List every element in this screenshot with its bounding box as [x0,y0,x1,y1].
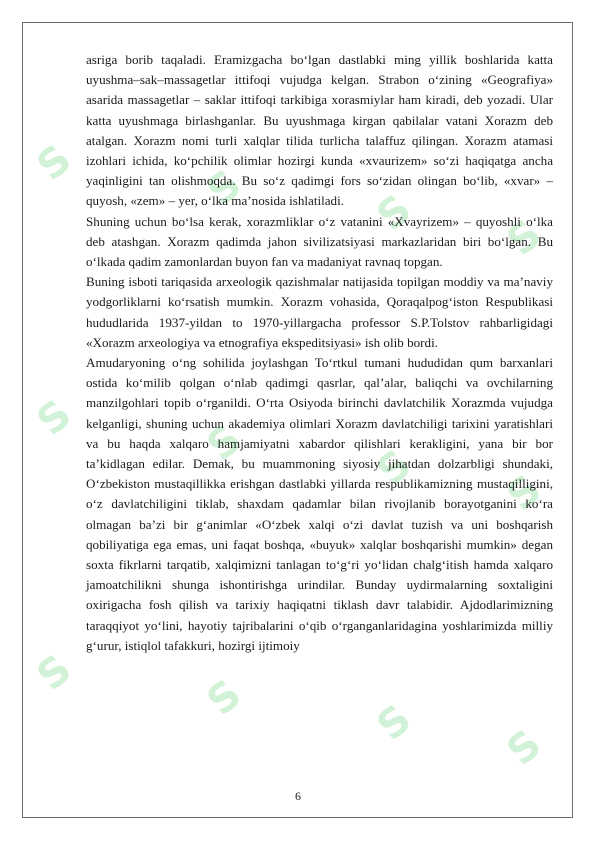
paragraph: Buning isboti tariqasida arxeologik qazishmalar natijasida topilgan moddiy va ma’naviy yodgorliklarni ko‘rsatish mumkin. Xorazm vohasida, Qoraqalpog‘iston Respublikasi hududlarida 1937-yildan to 1970-yillargacha professor S.P.Tolstov rahbarligidagi «Xorazm arxeologiya va etnografiya ekspeditsiyasi» ish olib bordi. [86,274,553,350]
page-number: 6 [295,789,301,803]
paragraph: Amudaryoning o‘ng sohilida joylashgan To‘rtkul tumani hududidan qum barxanlari ostida ko‘milib qolgan o‘nlab qadimgi qasrlar, qal’alar, baliqchi va ovchilarning manzilgohlari topib o‘rganildi. O‘rta Osiyoda birinchi davlatchilik Xorazmda vujudga kelganligi, shuning uchun akademiya olimlari Xorazm davlatchiligi tarixini yaratishlari va bu haqda xalqaro hamjamiyatni xabardor qilishlari kerakligini, yana bir bor ta’kidlagan edilar. Demak, bu muammoning siyosiy jihatdan dolzarbligi shundaki, O‘zbekiston mustaqillikka erishgan dastlabki yillarda respublikamizning mustaqilligini, o‘z davlatchiligini tiklab, shaxdam qadamlar bilan rivojlanib borayotganini ko‘ra olmagan ba’zi bir g‘animlar «O‘zbek xalqi o‘zi davlat tuzish va uni boshqarish qobiliyatiga ega emas, uni faqat boshqa, «buyuk» xalqlar boshqarishi mumkin» degan soxta fikrlarni tarqatib, xalqimizni tanlagan to‘g‘ri yo‘lidan chalg‘itish hamda xalqaro jamoatchilikni shunga ishontirishga urindilar. Bunday uydirmalarning soxtaligini oxirigacha fosh qilish va tarixiy haqiqatni tiklash davr talabidir. Ajdodlarimizning taraqqiyot yo‘lini, hayotiy tajribalarini o‘qib o‘rganganlaridagina yoshlarimizda milliy g‘urur, istiqlol tafakkuri, hozirgi ijtimoiy [86,355,553,653]
watermark-logo: S [28,646,81,700]
watermark-logo: S [28,391,81,445]
watermark-logo: S [368,186,421,240]
watermark-logo: S [198,671,251,725]
paragraph: asriga borib taqaladi. Eramizgacha bo‘lgan dastlabki ming yillik boshlarida katta uyushma–sak–massagetlar ittifoqi vujudga kelgan. Strabon o‘zining «Geografiya» asarida massagetlar – saklar ittifoqi tarkibiga xorasmiylar ham kiradi, deb yozadi. Ular katta uyushmaga birlashganlar. Bu uyushmaga kirgan qabilalar vatani Xorazm deb atalgan. Xorazm nomi turli xalqlar tilida turlicha talaffuz qilingan. Xorazm atamasi izohlari ichida, ko‘pchilik olimlar hozirgi kunda «xvaurizem» so‘zi haqiqatga ancha yaqinligini tan olishmoqda. Bu so‘z qadimgi fors so‘zidan olingan bo‘lib, «xvar» – quyosh, «zem» – yer, o‘lka ma’nosida ishlatiladi. [86,52,553,209]
watermark-logo: S [198,416,251,470]
watermark-logo: S [28,136,81,190]
watermark-logo: S [498,466,551,520]
watermark-logo: S [368,441,421,495]
body-text [86,50,553,656]
watermark-logo: S [368,696,421,750]
watermark-logo: S [498,721,551,775]
paragraph: Shuning uchun bo‘lsa kerak, xorazmliklar o‘z vatanini «Xvayrizem» – quyoshli o‘lka deb atashgan. Xorazm qadimda jahon sivilizatsiyasi markazlaridan biri bo‘lgan. Bu o‘lkada qadim zamonlardan buyon fan va madaniyat ravnaq topgan. [86,213,553,270]
watermark-logo: S [498,211,551,265]
watermark-logo: S [198,161,251,215]
